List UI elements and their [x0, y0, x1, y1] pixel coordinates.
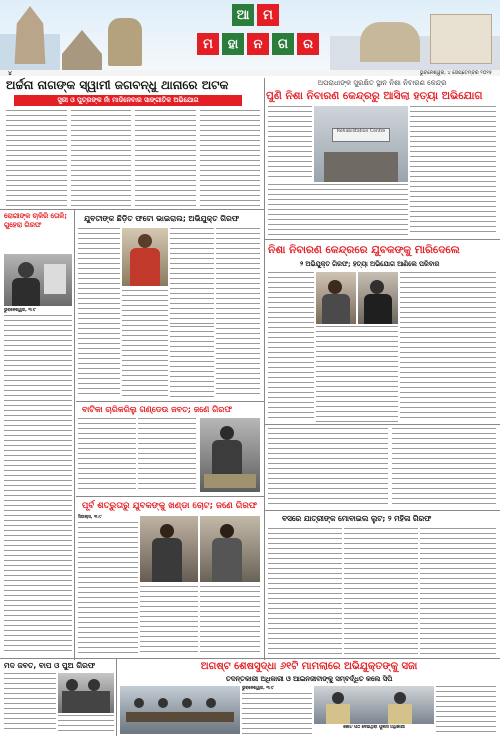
divider	[265, 239, 500, 240]
story3-headline-box	[4, 212, 72, 252]
story7-text-col2	[140, 586, 198, 654]
masthead-building-right	[430, 14, 492, 64]
uniform-shape	[388, 704, 412, 724]
story8-text-col1	[268, 528, 342, 654]
item-shape	[44, 264, 66, 294]
masthead	[0, 0, 500, 70]
person-head	[160, 524, 174, 538]
person-head	[328, 280, 342, 294]
title-tile: ଗ	[272, 33, 294, 55]
story3-byline: ଭୁବନେଶ୍ୱର, ୩।୯	[4, 308, 36, 313]
rehab-centre-sign: Rehabilitation Centre	[332, 128, 390, 142]
person-head	[158, 698, 168, 708]
story10-photo-meeting	[120, 686, 240, 734]
text-column	[71, 110, 132, 207]
story2-text-left	[268, 106, 312, 178]
gate-shape	[324, 152, 398, 182]
story5-subhead: ୨ ଅଭିଯୁକ୍ତ ଗିରଫ; ହତ୍ୟା ଅଭିଯୋଗ ଆଣିଲେ ପରିବାର	[300, 260, 440, 268]
person-head	[66, 679, 78, 691]
story4-text-col4	[216, 228, 260, 398]
dome-illustration	[62, 30, 102, 70]
rehab-centre-photo	[314, 106, 408, 182]
story10-headline: ଅଗଷ୍ଟ ଶେଷସୁଦ୍ଧା ୬୧ଟି ମାମଲାରେ ଅଭିଯୁକ୍ତଙ୍କୁ ସଜା	[200, 661, 418, 672]
story2-text-bottom	[268, 184, 408, 236]
page-number: ୪	[8, 70, 12, 77]
divider	[74, 210, 75, 660]
title-tile: ମ	[257, 4, 279, 26]
edition-date: ଭୁବନେଶ୍ୱର, ୪ ସେପ୍ଟେମ୍ବର ୨୦୨୫	[419, 70, 492, 76]
person-head	[220, 426, 234, 440]
divider	[265, 424, 500, 425]
story7-photo-1	[140, 516, 198, 582]
story5-text-col3	[400, 272, 496, 422]
accused-photo-2	[358, 272, 398, 324]
person-head	[138, 234, 152, 248]
story4-text-col2	[122, 290, 168, 398]
story5-continued-text	[268, 428, 388, 508]
masthead-dome-right	[360, 22, 420, 62]
person-head	[134, 698, 144, 708]
story6-text-col1	[78, 418, 136, 492]
title-tile: ହା	[222, 33, 244, 55]
story1-subhead: ସ୍ତ୍ରୀ ଓ ପୁତ୍ରଙ୍କ ନାଁ ମାଡିନେବାର ସାଙ୍ଗୀତିକ ଅଭିଯୋଗ	[14, 95, 242, 106]
story3-text	[4, 315, 72, 655]
story4-text-col1	[78, 228, 120, 398]
person-head	[206, 698, 216, 708]
story3-photo	[4, 254, 72, 306]
person-head	[394, 692, 406, 704]
story10-subhead: ତଦନ୍ତକାରୀ ଅଧିକାରୀ ଓ ଆଇନଜୀବୀଙ୍କୁ ସମ୍ବର୍ଦ୍ଧିତ କଲେ ସିପି	[225, 675, 393, 683]
masthead-title-top	[232, 4, 279, 26]
person-head	[332, 692, 344, 704]
story4-photo	[122, 228, 168, 286]
story5-headline: ନିଶା ନିବାରଣ କେନ୍ଦ୍ରରେ ଯୁବକଙ୍କୁ ମାରିଦେଲେ	[268, 244, 460, 256]
story8-text-col2	[344, 528, 418, 654]
story4-text-col3b	[170, 326, 214, 398]
title-tile: ର	[297, 33, 319, 55]
divider	[0, 658, 500, 659]
title-tile: ଆ	[232, 4, 254, 26]
person-body	[322, 294, 350, 324]
story4-text-col3	[170, 228, 214, 324]
person-head	[182, 698, 192, 708]
story10-text-col2	[436, 686, 496, 734]
person-body	[152, 538, 182, 582]
story2-headline: ପୁଣି ନିଶା ନିବାରଣ କେନ୍ଦ୍ରରୁ ଆସିଲା ହତ୍ୟା ଅଭିଯୋଗ	[266, 90, 483, 102]
story2-kicker: ଅପରାଧୀଙ୍କ ସୁରକ୍ଷିତ ସ୍ଥାନ ନିଶା ନିବାରଣ କେନ୍ଦ୍ର	[317, 79, 447, 87]
person-body	[130, 248, 160, 286]
divider	[264, 78, 265, 240]
story4-headline	[84, 213, 260, 224]
story9-photo	[58, 673, 114, 713]
divider	[116, 659, 117, 736]
story2-text-right	[410, 106, 496, 236]
story8-text-col3	[420, 528, 496, 654]
divider	[264, 240, 265, 660]
story6-text-col2	[138, 418, 196, 492]
divider	[0, 209, 265, 210]
story6-headline: ବାଟିକା ଚାରିକରିଲୁ ଗଣ୍ଡେଉ ଜବତ; ଜଣେ ଗିରଫ	[82, 405, 233, 414]
story7-headline: ପୂର୍ବ ଶତ୍ରୁତାରୁ ଯୁବକଙ୍କୁ ଖଣ୍ଡା ଚୋଟ; ଜଣେ ଗିରଫ	[82, 501, 258, 511]
person-body	[212, 538, 242, 582]
masthead-title-bottom	[197, 33, 319, 55]
story10-photo-caption: କୋର୍ଟ ପିଠି ଦେଇଥିବା ପୁଲିସ ଅଧିକାରୀ	[343, 725, 405, 730]
text-column	[135, 110, 196, 207]
story9-text	[4, 673, 56, 733]
story5-continued-text-2	[392, 428, 496, 508]
person-head	[370, 280, 384, 294]
divider	[265, 510, 500, 511]
divider	[76, 496, 264, 497]
person-body	[364, 294, 392, 324]
uniform-shape	[326, 704, 350, 724]
title-tile: ନ	[247, 33, 269, 55]
text-column	[6, 110, 67, 207]
person-head	[18, 262, 34, 278]
text-column	[200, 110, 261, 207]
divider	[76, 401, 264, 402]
story10-text-col1	[242, 693, 312, 734]
story7-text-col3	[200, 586, 260, 654]
accused-photo-1	[316, 272, 356, 324]
story9-headline: ମଦ ଜବତ, ବାପ ଓ ପୁଅ ଗିରଫ	[4, 661, 96, 670]
table-shape	[126, 712, 234, 722]
story8-headline	[282, 513, 498, 524]
story4-headline-text: ଯୁବତୀଙ୍କ ଛିଡ଼ିତ ଫଟୋ ଭାଇରାଲ; ଅଭିଯୁକ୍ତ ଗିରଫ	[84, 214, 240, 223]
title-tile: ମ	[197, 33, 219, 55]
story6-photo	[200, 418, 260, 492]
story3-headline: ରୋଗୀଙ୍କ ଚାକିରି ତୋଳି; ଗୁହେରା ଗିରଫ	[4, 212, 67, 229]
story10-byline: ଭୁବନେଶ୍ୱର, ୩।୯	[242, 686, 274, 691]
story5-text-col2	[316, 326, 398, 422]
story1-headline: ଅର୍ଚ୍ଚନା ନାଗଙ୍କ ସ୍ୱାମୀ ଜଗବନ୍ଧୁ ଥାନାରେ ଅଟକ	[6, 78, 229, 92]
story5-text-col1	[268, 272, 314, 422]
person-head	[220, 524, 234, 538]
story1-body	[6, 110, 260, 207]
story9-text-2	[58, 715, 114, 733]
story7-text-col1	[78, 522, 138, 654]
story7-byline: ସିଉଲ୍ସ, ୩।୯	[78, 515, 102, 520]
story10-photo-officers	[314, 686, 434, 724]
seized-goods	[204, 474, 256, 488]
story8-headline-text: ବସରେ ଯାତ୍ରୀଙ୍କ ମୋବାଇଲ ଲୁଟ; ୨ ମହିଳା ଗିରଫ	[282, 514, 432, 523]
people-body	[62, 691, 110, 713]
person-body	[12, 278, 40, 306]
story7-photo-2	[200, 516, 260, 582]
person-head	[88, 679, 100, 691]
statue-illustration	[108, 18, 142, 66]
